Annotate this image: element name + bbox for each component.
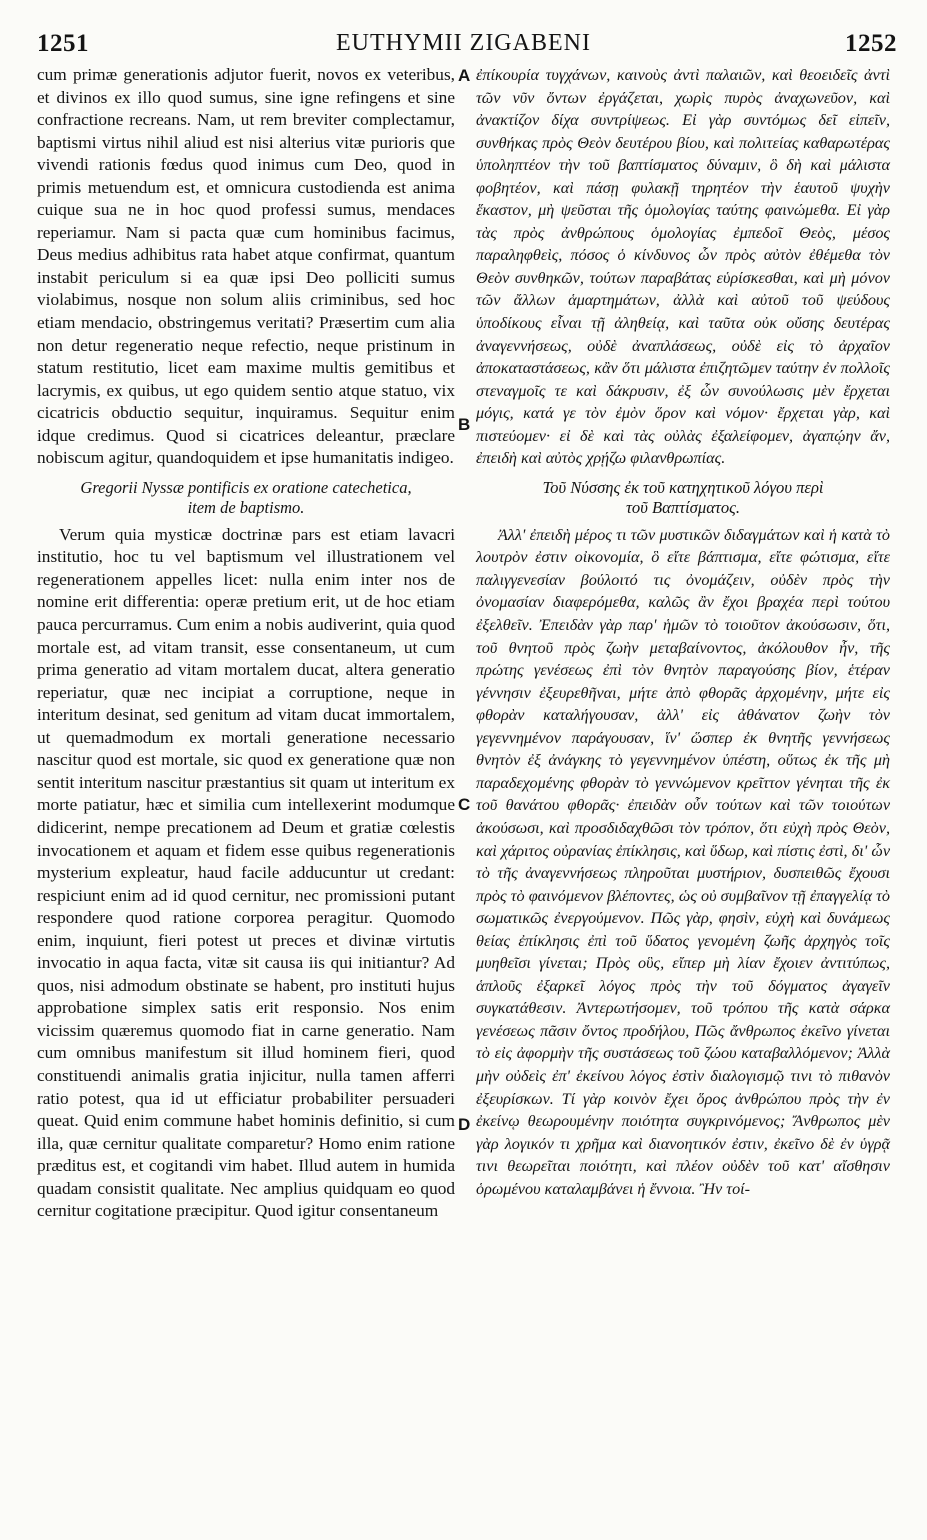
page-number-left: 1251 [37, 30, 89, 57]
greek-heading-line-1: Τοῦ Νύσσης ἐκ τοῦ κατηχητικοῦ λόγου περὶ [542, 477, 824, 497]
latin-heading-line-1: Gregorii Nyssæ pontificis ex oratione catechetica, [80, 477, 412, 497]
latin-paragraph-2: Verum quia mysticæ doctrinæ pars est etiam lavacri institutio, hoc tu vel baptismum vel illustrationem vel regenerationem appelles licet: nulla enim inter nos de nomine erit differentia: operæ pretium erit, ut de hoc etiam pauca percurramus. Cum enim a nobis audiverint, quia quod mortale est, ad vitam transit, esse consentaneum, ut cum prima generatio ad vitam mortalem ducat, altera generatio reperiatur, quæ nec incipiat a corruptione, neque in interitum desinat, sed genitum ad vitam ducat immortalem, ut quemadmodum ex mortali generatione necessario nascitur quod est mortale, sic quod ex generatione quæ non sentit interitum nascitur præstantius sit quam ut interitum ex morte patiatur, hæc et similia cum intellexerint modumque didicerint, nempe precationem ad Deum et gratiæ cœlestis invocationem et aquam et fidem esse quibus regenerationis mysterium expleatur, haud facile adducuntur ut credant: respiciunt enim ad id quod cernitur, nec promissioni putant respondere quod ratione corporea peragitur. Quomodo enim, inquiunt, fieri potest ut preces et divinæ virtutis invocatio in aqua facta, vitæ sit causa iis qui initiantur? Ad quos, nisi admodum obstinate se habent, pro instituti hujus approbatione simplex satis erit responsio. Nos enim vicissim quæremus quomodo fiat in carne generatio. Nam cum omnibus manifestum sit illud hominem fieri, quod constituendi animalis gratia injicitur, nulla tamen afferri ratio potest, qua id ut efficiatur probabiliter persuaderi queat. Quid enim commune habet hominis definitio, si cum illa, quæ cernitur qualitate comparetur? Homo enim ratione præditus est, et cogitandi vim habet. Illud autem in humida quadam consistit qualitate. Nec amplius quidquam eo quod cernitur cogitatione præcipitur. Quod igitur consentaneum [37, 524, 455, 1221]
running-title: EUTHYMII ZIGABENI [336, 30, 591, 56]
latin-column [37, 64, 455, 1223]
greek-paragraph-2: Ἀλλ' ἐπειδὴ μέρος τι τῶν μυστικῶν διδαγμάτων καὶ ἡ κατὰ τὸ λουτρὸν ἐστιν οἰκονομία, ὃ εἴτε βάπτισμα, εἴτε φώτισμα, εἴτε παλιγγενεσίαν βούλοιτό τις ὀνομάζειν, οὐδὲν πρὸς τὴν ὀνομασίαν διαφερόμεθα, καλῶς ἂν ἔχοι βραχέα περὶ τούτου ἐξελθεῖν. Ἐπειδὰν γὰρ παρ' ἡμῶν τὸ τοιοῦτον ἀκούσωσιν, ὅτι, τοῦ θνητοῦ πρὸς ζωὴν μεταβαίνοντος, ἀκόλουθον ἦν, τῆς πρώτης γενέσεως ἐπὶ τὸν θνητὸν παραγούσης βίον, ἑτέραν γέννησιν ἐξευρεθῆναι, μήτε ἀπὸ φθορᾶς ἀρχομένην, μήτε εἰς φθορὰν καταλήγουσαν, ἀλλ' εἰς ἀθάνατον ζωὴν τὸν γεγεννημένον παράγουσαν, ἵν' ὥσπερ ἐκ θνητῆς γεννήσεως θνητὸν ἐξ ἀνάγκης τὸ γεγεννημένον ὑπέστη, οὕτως ἐκ τῆς μὴ παραδεχομένης φθορὰν τὸ γεννώμενον κρεῖττον γένηται τῆς ἐκ τοῦ θανάτου φθορᾶς· ἐπειδὰν οὖν τούτων καὶ τῶν τοιούτων ἀκούσωσι, καὶ προσδιδαχθῶσι τὸν τρόπον, ὅτι εὐχὴ πρὸς Θεὸν, καὶ χάριτος οὐρανίας ἐπίκλησις, καὶ ὕδωρ, καὶ πίστις ἐστὶ, δι' ὧν τὸ τῆς ἀναγεννήσεως πληροῦται μυστήριον, δυσπειθῶς ἔχουσι πρὸς τὸ φαινόμενον βλέποντες, ὡς οὐ συμβαῖνον τῇ ἐπαγγελίᾳ τὸ σωματικῶς ἐνεργούμενον. Πῶς γὰρ, φησὶν, εὐχὴ καὶ δυνάμεως θείας ἐπίκλησις ἐπὶ τοῦ ὕδατος γενομένη ζωῆς ἀρχηγὸς τοῖς μυηθεῖσι γίνεται; Πρὸς οὓς, εἴπερ μὴ λίαν ἔχοιεν ἀντιτύπως, ἁπλοῦς ἐξαρκεῖ λόγος πρὸς τὴν τοῦ δόγματος ἀγαγεῖν συγκατάθεσιν. Ἀντερωτήσομεν, τοῦ τρόπου τῆς κατὰ σάρκα γενέσεως πᾶσιν ὄντος προδήλου, Πῶς ἄνθρωπος ἐκεῖνο γίνεται τὸ εἰς ἀφορμὴν τῆς συστάσεως τοῦ ζώου καταβαλλόμενον; Ἀλλὰ μὴν οὐδεὶς ἐπ' ἐκείνου λόγος ἐστὶν διαλογισμῷ τινι τὸ πιθανὸν ἐξευρίσκων. Τί γὰρ κοινὸν ἔχει ὅρος ἀνθρώπου πρὸς τὴν ἐν ἐκείνῳ θεωρουμένην ποιότητα συγκρινόμενος; Ἄνθρωπος μὲν γὰρ λογικόν τι χρῆμα καὶ διανοητικόν ἐστιν, ἐκεῖνο δὲ ἐν ὑγρᾷ τινι θεωρεῖται ποιότητι, καὶ πλέον οὐδὲν τοῦ κατ' αἴσθησιν ὁρωμένου καταλαμβάνει ἡ ἔννοια. Ἢν τοί- [476, 525, 890, 1198]
section-marker-b: B [458, 415, 471, 434]
latin-section-heading [37, 478, 455, 518]
section-marker-c: C [458, 795, 471, 814]
greek-section-heading [476, 478, 890, 518]
latin-heading-line-2: item de baptismo. [187, 497, 305, 517]
latin-paragraph-1: cum primæ generationis adjutor fuerit, novos ex veteribus, et divinos ex illo quod sumus, sine igne refingens et sine confractione recreans. Nam, ut rem breviter complectamur, baptismi virtus nihil aliud est nisi alterius vitæ purioris que vivendi rationis fœdus quod inimus cum Deo, quod in primis metuendum est, et omnicura custodienda est anima cuique sua ne in hoc quod professi sumus, mendaces reperiamur. Nam si pacta quæ cum hominibus facimus, Deus medius adhibitus rata habet atque confirmat, quantum instabit periculum si ea quæ ipsi Deo polliciti sumus violabimus, nosque non solum aliis criminibus, sed hoc etiam mendacio, obstringemus veritati? Præsertim cum alia non detur regeneratio neque refectio, neque pristinum in statum restitutio, licet eam maxime multis gemitibus et lacrymis, ex quibus, ut ego quidem sentio atque statuo, vix cicatricis obductio sequitur, inquiramus. Sequitur enim idque credimus. Quod si cicatrices deleantur, præclare nobiscum agitur, quandoquidem et ipse humanitatis indigeo. [37, 65, 455, 468]
greek-heading-line-2: τοῦ Βαπτίσματος. [625, 497, 741, 517]
page-number-right: 1252 [845, 30, 897, 57]
greek-paragraph-1: ἐπίκουρία τυγχάνων, καινοὺς ἀντὶ παλαιῶν, καὶ θεοειδεῖς ἀντὶ τῶν νῦν ὄντων ἐργάζεται, χωρὶς πυρὸς ἀναχωνεῦον, καὶ ἀνακτίζον δίχα συντρίψεως. Εἰ γὰρ συντόμως δεῖ εἰπεῖν, συνθήκας πρὸς Θεὸν δευτέρου βίου, καὶ πολιτείας καθαρωτέρας ὑποληπτέον τὴν τοῦ βαπτίσματος δύναμιν, ὃ δὴ καὶ μάλιστα φοβητέον, καὶ πάσῃ φυλακῇ τηρητέον τὴν ἑαυτοῦ ψυχὴν ἕκαστον, μὴ ψεῦσται τῆς ὁμολογίας ταύτης φαινώμεθα. Εἰ γὰρ τὰς πρὸς ἀνθρώπους ὁμολογίας ἐμπεδοῖ Θεὸς, μέσος παραληφθεὶς, πόσος ὁ κίνδυνος ὧν πρὸς αὐτὸν ἐθέμεθα τὸν Θεὸν συνθηκῶν, τούτων παραβάτας εὑρίσκεσθαι, καὶ μὴ μόνον τῶν ἄλλων ἁμαρτημάτων, ἀλλὰ καὶ αὐτοῦ τοῦ ψεύδους ὑποδίκους εἶναι τῇ ἀληθείᾳ, καὶ ταῦτα οὐκ οὔσης δευτέρας ἀναγεννήσεως, οὐδὲ ἀναπλάσεως, οὐδὲ εἰς τὸ ἀρχαῖον ἀποκαταστάσεως, κἂν ὅτι μάλιστα ἐπιζητῶμεν ταύτην ἐν πολλοῖς στεναγμοῖς τε καὶ δάκρυσιν, ἐξ ὧν συνούλωσις μὲν ἔρχεται μόγις, κατά γε τὸν ἐμὸν ὅρον καὶ νόμον· ἔρχεται γὰρ, καὶ πιστεύομεν· εἰ δὲ καὶ τὰς οὐλὰς ἐξαλείφομεν, ἀγαπῴην ἄν, ἐπειδὴ καὶ αὐτὸς χρῄζω φιλανθρωπίας. [476, 66, 890, 468]
greek-column [476, 64, 890, 1200]
section-marker-a: A [458, 66, 471, 85]
section-marker-d: D [458, 1115, 471, 1134]
